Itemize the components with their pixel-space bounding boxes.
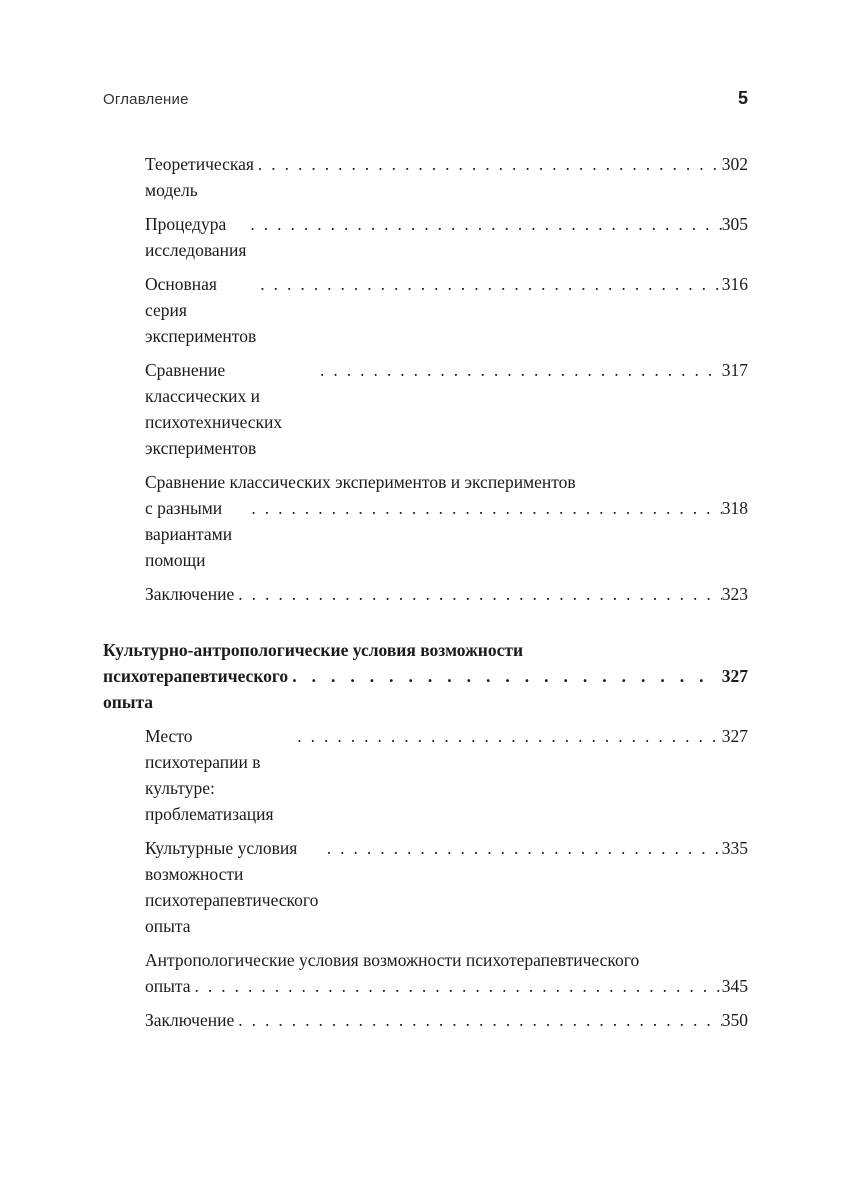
dot-leader [323,835,722,861]
toc-entry-page: 323 [721,584,748,604]
toc-entry [103,581,748,607]
dot-leader [234,581,722,607]
toc-entry-label-line2: опыта [145,976,191,996]
toc-entry-label: Основная серия экспериментов [145,274,257,346]
toc-entry-label-line1: Антропологические условия возможности психотерапевтического [145,950,640,970]
dot-leader [191,973,722,999]
toc-entry-label: Заключение [145,1010,235,1030]
dot-leader [293,723,722,749]
toc-section-line1: Культурно-антропологические условия возможности [103,640,524,660]
toc-entry-page: 305 [721,214,748,234]
toc-section-heading [103,637,748,715]
toc-section-line2: психотерапевтического опыта [103,666,289,712]
toc-entry [103,835,748,939]
toc-entry-label: Культурные условия возможности психотерапевтического опыта [145,838,319,936]
toc-entry [103,947,748,999]
toc-entry-page: 302 [721,154,748,174]
running-head [103,88,748,109]
dot-leader [288,663,716,689]
toc-entry-label-line2: с разными вариантами помощи [145,498,233,570]
toc-entry-label: Теоретическая модель [145,154,254,200]
page-header-title: Оглавление [103,91,189,108]
toc-entry [103,151,748,203]
toc-list [103,151,748,1033]
toc-entry [103,723,748,827]
toc-section-page: 327 [721,666,748,686]
toc-entry-page: 317 [721,360,748,380]
page-number: 5 [737,88,748,108]
toc-entry-page: 318 [721,498,748,518]
toc-entry [103,1007,748,1033]
toc-entry [103,211,748,263]
dot-leader [254,151,722,177]
dot-leader [247,495,721,521]
dot-leader [256,271,722,297]
toc-entry [103,469,748,573]
toc-entry-label: Заключение [145,584,235,604]
toc-entry [103,271,748,349]
toc-entry-label: Процедура исследования [145,214,247,260]
toc-entry-page: 327 [721,726,748,746]
toc-entry-page: 335 [721,838,748,858]
toc-entry [103,357,748,461]
dot-leader [234,1007,722,1033]
dot-leader [316,357,722,383]
toc-entry-page: 345 [721,976,748,996]
toc-entry-label-line1: Сравнение классических экспериментов и экспериментов [145,472,576,492]
toc-entry-label: Место психотерапии в культуре: проблематизация [145,726,274,824]
toc-entry-page: 316 [721,274,748,294]
toc-entry-label: Сравнение классических и психотехнических экспериментов [145,360,283,458]
toc-entry-page: 350 [721,1010,748,1030]
dot-leader [246,211,721,237]
